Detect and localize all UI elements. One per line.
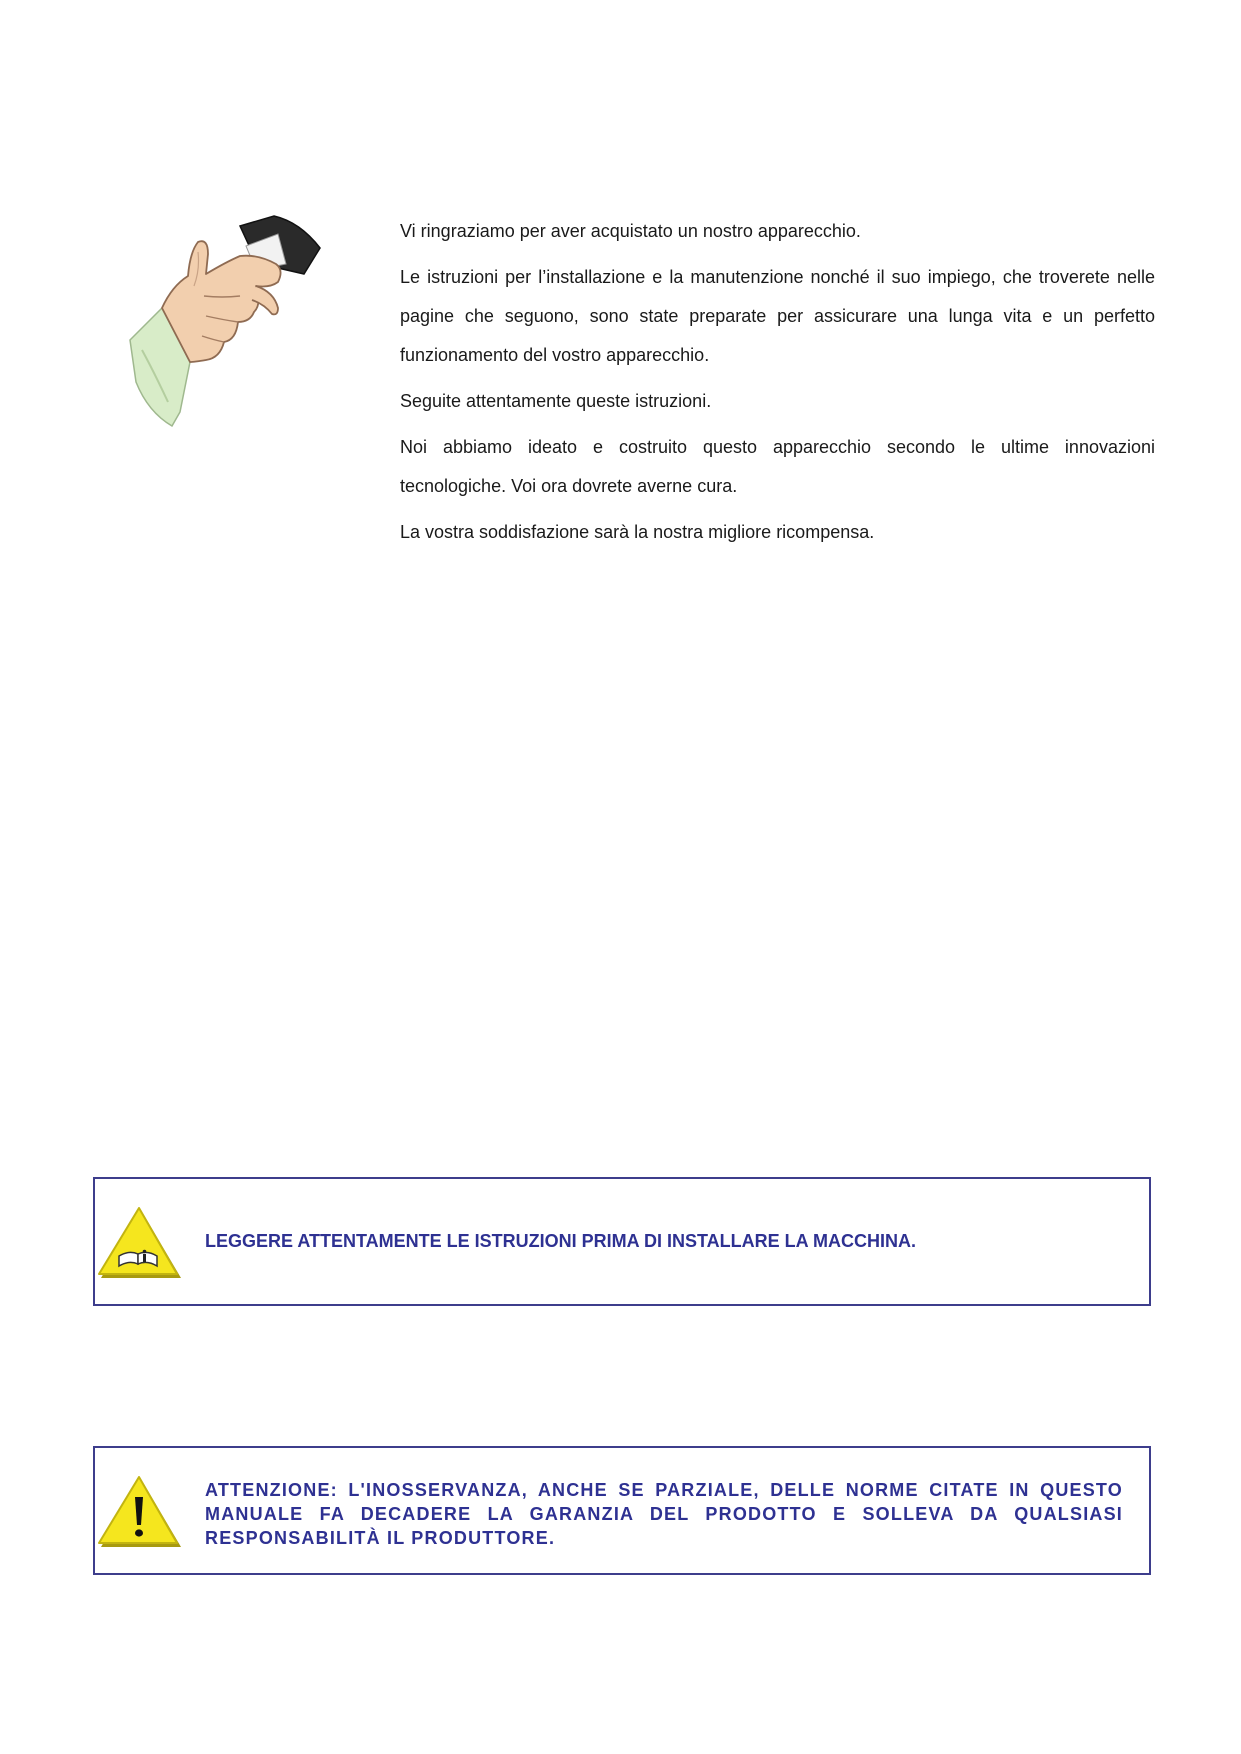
intro-text (400, 212, 1155, 559)
handshake-icon (128, 212, 334, 430)
read-instructions-notice (93, 1177, 1151, 1306)
exclamation-warning-icon (95, 1473, 187, 1553)
read-manual-warning-icon (95, 1204, 187, 1284)
warranty-warning-notice (93, 1446, 1151, 1575)
intro-paragraph: Le istruzioni per l’installazione e la manutenzione nonché il suo impiego, che troverete nelle pagine che seguono, sono state preparate per assicurare una lunga vita e un perfetto funzionamento del vostro apparecchio. (400, 267, 1155, 365)
intro-paragraph: Noi abbiamo ideato e costruito questo apparecchio secondo le ultime innovazioni tecnologiche. Voi ora dovrete averne cura. (400, 437, 1155, 496)
intro-paragraph: Vi ringraziamo per aver acquistato un nostro apparecchio. (400, 221, 861, 241)
notice-text: LEGGERE ATTENTAMENTE LE ISTRUZIONI PRIMA DI INSTALLARE LA MACCHINA. (205, 1231, 916, 1251)
notice-text: ATTENZIONE: L'INOSSERVANZA, ANCHE SE PARZIALE, DELLE NORME CITATE IN QUESTO MANUALE FA DECADERE LA GARANZIA DEL PRODOTTO E SOLLEVA DA QUALSIASI RESPONSABILITÀ IL PRODUTTORE. (205, 1480, 1123, 1548)
intro-paragraph: La vostra soddisfazione sarà la nostra migliore ricompensa. (400, 522, 875, 542)
intro-paragraph: Seguite attentamente queste istruzioni. (400, 391, 712, 411)
